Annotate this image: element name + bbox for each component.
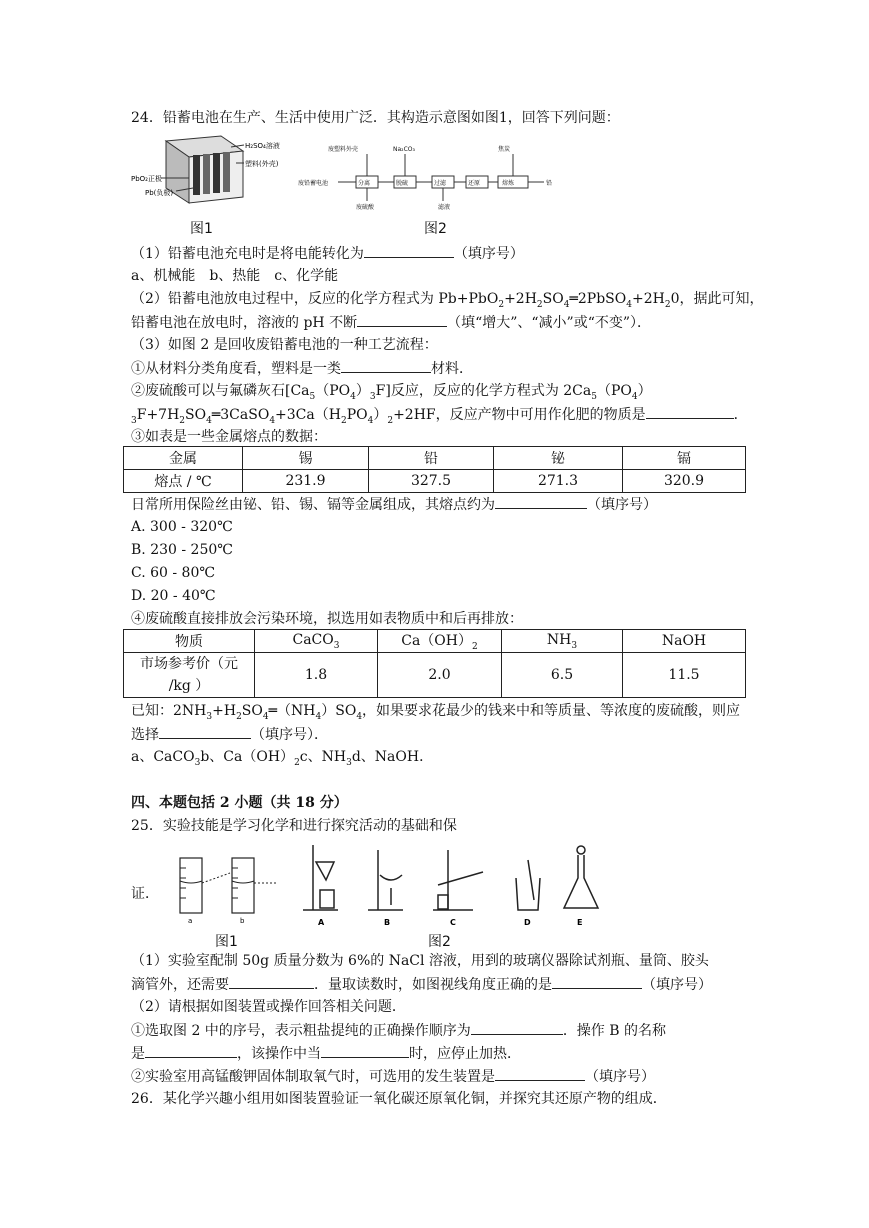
q24-part1-options: a、机械能 b、热能 c、化学能 — [131, 268, 339, 284]
q24-part2-line1: （2）铅蓄电池放电过程中，反应的化学方程式为 $Pb+PbO_2+2H_2SO_4═2PbSO_4+2H_20$，据此可知， — [131, 291, 764, 310]
answer-blank[interactable] — [471, 1020, 563, 1035]
apparatus-label-d: D — [524, 918, 531, 927]
q25-fig1-caption: 图1 — [215, 934, 238, 950]
price-table — [123, 629, 746, 698]
q24-part3: （3）如图 2 是回收废铅蓄电池的一种工艺流程： — [131, 337, 438, 353]
metal-melting-table — [123, 446, 746, 493]
answer-blank[interactable] — [495, 1066, 585, 1081]
flow-label-waste-acid: 废硫酸 — [356, 204, 375, 211]
table-header: 铅 — [369, 447, 494, 470]
fig1-caption: 图1 — [190, 221, 213, 237]
answer-blank[interactable] — [364, 243, 454, 258]
table-cell: 11.5 — [623, 653, 746, 698]
battery-diagram — [131, 133, 306, 208]
fig2-caption: 图2 — [424, 221, 447, 237]
answer-blank[interactable] — [321, 1043, 409, 1058]
apparatus-label-c: C — [450, 918, 456, 927]
lab-apparatus-diagram — [298, 840, 608, 930]
table-header: 锡 — [243, 447, 369, 470]
q24-final-options: a、CaCO$_3$b、$Ca(OH)_2c$、$NH_3d$、NaOH． — [131, 749, 434, 768]
flow-label-lead: 铅 — [546, 180, 553, 187]
table-cell: 320.9 — [623, 470, 746, 493]
q24-part1: （1）铅蓄电池充电时是将电能转化为 （填序号） — [131, 243, 524, 264]
table-header: 镉 — [623, 447, 746, 470]
q25-sub1-line2: 是 ，该操作中当 时，应停止加热． — [131, 1043, 521, 1064]
fig1-label-electrolyte: H₂SO₄溶液 — [245, 142, 280, 150]
q25-fig2-caption: 图2 — [428, 934, 451, 950]
q24-part2-line2: 铅蓄电池在放电时，溶液的 pH 不断 （填“增大”、“减小”或“不变”）． — [131, 312, 651, 333]
flow-step-filter: 过滤 — [434, 180, 447, 187]
table-header: NaOH — [623, 630, 746, 653]
option-b: B. 230 - 250℃ — [131, 542, 233, 558]
flow-label-filtrate: 滤液 — [438, 204, 451, 211]
answer-blank[interactable] — [552, 974, 642, 989]
answer-blank[interactable] — [341, 358, 431, 373]
fig1-label-anode: Pb(负极) — [145, 189, 174, 197]
section-heading: 四、本题包括 2 小题（共 18 分） — [131, 795, 348, 811]
table-header: $NH_3$ — [502, 630, 623, 653]
table-header: 铋 — [494, 447, 623, 470]
q25-sub2: ②实验室用高锰酸钾固体制取氧气时，可选用的发生装置是 （填序号） — [131, 1066, 655, 1087]
q24-fuse-question: 日常所用保险丝由铋、铅、锡、镉等金属组成，其熔点约为 （填序号） — [131, 494, 657, 515]
table-row-label: 市场参考价（元 /kg ） — [124, 653, 255, 698]
answer-blank[interactable] — [495, 494, 587, 509]
q24-sub3: ③如表是一些金属熔点的数据： — [131, 429, 327, 445]
table-cell: 231.9 — [243, 470, 369, 493]
q24-sub4: ④废硫酸直接排放会污染环境，拟选用如表物质中和后再排放： — [131, 611, 523, 627]
q24-sub1: ①从材料分类角度看，塑料是一类 材料． — [131, 358, 473, 379]
table-row-label: 熔点 / ℃ — [124, 470, 243, 493]
answer-blank[interactable] — [229, 974, 314, 989]
fig1-label-cathode: PbO₂正极 — [131, 175, 162, 183]
option-a: A. 300 - 320℃ — [131, 519, 233, 535]
q24-sub2-line2: $_3F+7H_2SO_4═3CaSO_4+3Ca(H_2PO_4)_2+2HF$，反应产物中可用作化肥的物质是 ． — [131, 404, 748, 431]
recycling-flow-diagram — [298, 143, 568, 213]
answer-blank[interactable] — [159, 724, 251, 739]
table-cell: 1.8 — [255, 653, 378, 698]
option-d: D. 20 - 40℃ — [131, 588, 216, 604]
q26-stem: 26．某化学兴趣小组用如图装置验证一氧化碳还原氧化铜，并探究其还原产物的组成． — [131, 1091, 667, 1107]
fig1-label-shell: 塑料(外壳) — [245, 160, 279, 168]
q25-sub1-line1: ①选取图 2 中的序号，表示粗盐提纯的正确操作顺序为 ．操作 B 的名称 — [131, 1020, 666, 1041]
flow-step-desulfur: 脱硫 — [396, 180, 409, 187]
q25-part2: （2）请根据如图装置或操作回答相关问题． — [131, 999, 406, 1015]
q25-stem-cont: 证． — [131, 886, 159, 902]
table-cell: 327.5 — [369, 470, 494, 493]
q25-part1-line1: （1）实验室配制 50g 质量分数为 6%的 NaCl 溶液，用到的玻璃仪器除试剂瓶、量筒、胶头 — [131, 953, 709, 969]
answer-blank[interactable] — [646, 404, 734, 419]
apparatus-label-a: A — [318, 918, 325, 927]
table-header: CaCO$_3$ — [255, 630, 378, 653]
apparatus-label-b: B — [384, 918, 391, 927]
table-header: 物质 — [124, 630, 255, 653]
table-cell: 2.0 — [378, 653, 502, 698]
apparatus-label-e: E — [577, 918, 583, 927]
option-c: C. 60 - 80℃ — [131, 565, 216, 581]
flow-label-plastic: 废塑料外壳 — [328, 146, 359, 153]
cylinder-label-a: a — [188, 917, 193, 925]
table-header: 金属 — [124, 447, 243, 470]
q24-stem: 24．铅蓄电池在生产、生活中使用广泛．其构造示意图如图1，回答下列问题： — [131, 110, 620, 126]
cylinder-label-b: b — [240, 917, 245, 925]
flow-label-coke: 焦炭 — [498, 146, 511, 153]
table-cell: 271.3 — [494, 470, 623, 493]
answer-blank[interactable] — [357, 312, 447, 327]
flow-step-reduce: 还原 — [468, 180, 481, 187]
q25-stem: 25．实验技能是学习化学和进行探究活动的基础和保 — [131, 818, 457, 834]
cylinder-reading-diagram — [168, 853, 283, 928]
q24-known: 已知：$2NH_3+H_2SO_4═(NH_4)SO_4$，如果要求花最少的钱来中和等质量、等浓度的废硫酸，则应 — [131, 703, 741, 722]
flow-step-smelt: 熔炼 — [502, 180, 515, 187]
answer-blank[interactable] — [145, 1043, 237, 1058]
table-cell: 6.5 — [502, 653, 623, 698]
q24-choose: 选择 （填序号）． — [131, 724, 328, 745]
q25-part1-line2: 滴管外，还需要 ．量取读数时，如图视线角度正确的是 （填序号） — [131, 974, 712, 995]
table-header: $Ca(OH)_2$ — [378, 630, 502, 653]
flow-label-na2co3: Na₂CO₃ — [393, 146, 415, 153]
flow-label-input: 废铅蓄电池 — [298, 180, 329, 187]
q24-sub2-line1: ②废硫酸可以与氟磷灰石$[Ca_5(PO_4)_3F]$反应，反应的化学方程式为 $2Ca_5(PO_4)$ — [131, 383, 652, 402]
flow-step-separate: 分离 — [358, 180, 371, 187]
